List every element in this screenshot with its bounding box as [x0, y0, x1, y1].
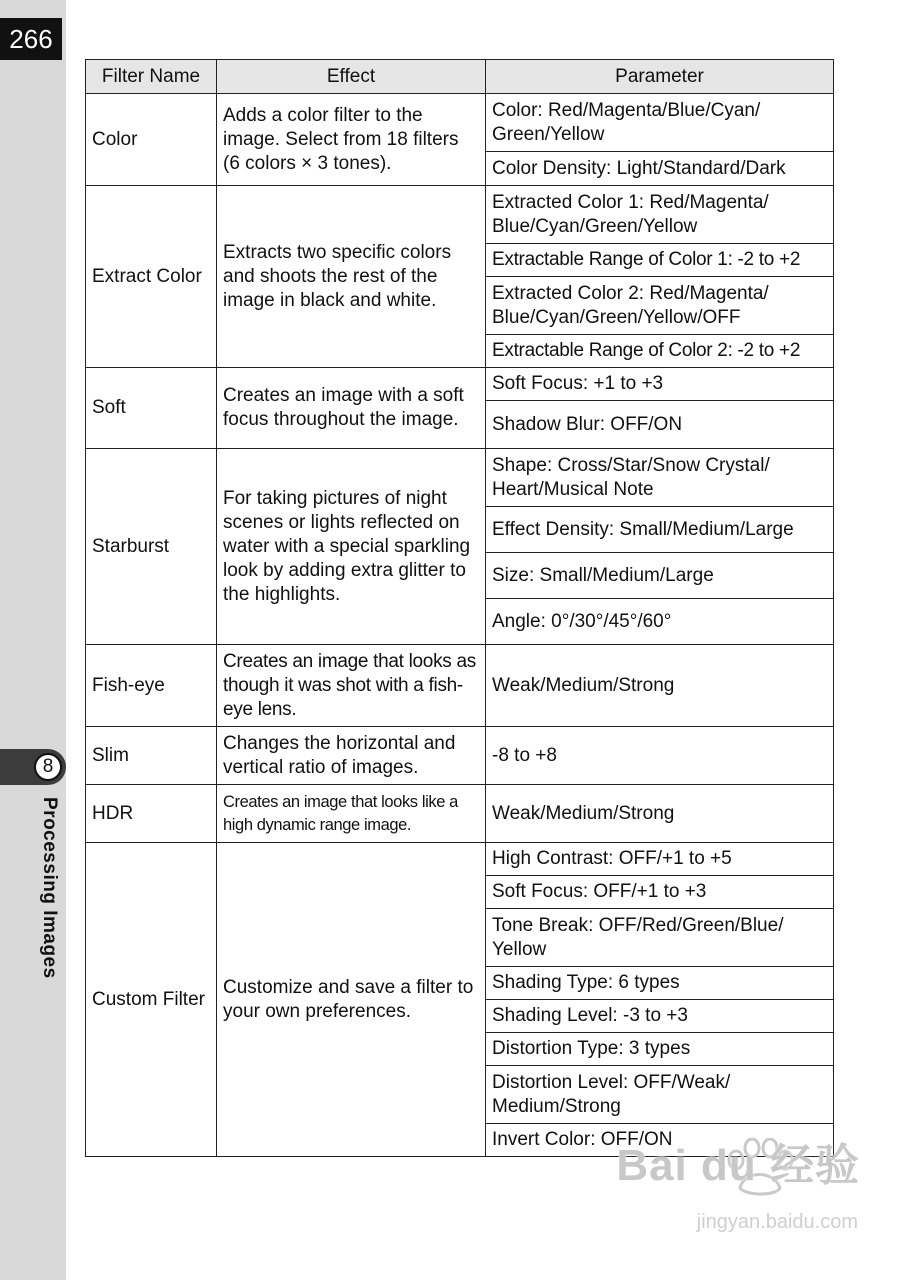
filter-effect-slim: Changes the horizontal and vertical ratio of images. — [217, 727, 486, 785]
parameter-cell: Extractable Range of Color 1: -2 to +2 — [486, 244, 834, 277]
parameter-cell: Color Density: Light/Standard/Dark — [486, 152, 834, 186]
filter-name-starburst: Starburst — [86, 449, 217, 645]
parameter-cell: Size: Small/Medium/Large — [486, 553, 834, 599]
header-filter-name: Filter Name — [86, 60, 217, 94]
parameter-cell: Extractable Range of Color 2: -2 to +2 — [486, 335, 834, 368]
filter-effect-extract-color: Extracts two specific colors and shoots the rest of the image in black and white. — [217, 186, 486, 368]
parameter-cell: Weak/Medium/Strong — [486, 645, 834, 727]
filter-effect-fish-eye: Creates an image that looks as though it was shot with a fish-eye lens. — [217, 645, 486, 727]
page-number: 266 — [0, 18, 62, 60]
filter-effect-hdr: Creates an image that looks like a high dynamic range image. — [217, 785, 486, 843]
parameter-cell: Distortion Level: OFF/Weak/ Medium/Strong — [486, 1066, 834, 1124]
parameter-cell: Soft Focus: +1 to +3 — [486, 368, 834, 401]
table-row — [86, 843, 834, 876]
filter-effect-soft: Creates an image with a soft focus throughout the image. — [217, 368, 486, 449]
parameter-cell: Extracted Color 1: Red/Magenta/ Blue/Cyan/Green/Yellow — [486, 186, 834, 244]
parameter-cell: Extracted Color 2: Red/Magenta/ Blue/Cyan/Green/Yellow/OFF — [486, 277, 834, 335]
filter-name-hdr: HDR — [86, 785, 217, 843]
filter-effect-custom-filter: Customize and save a filter to your own preferences. — [217, 843, 486, 1157]
parameter-cell: Tone Break: OFF/Red/Green/Blue/ Yellow — [486, 909, 834, 967]
table-row — [86, 449, 834, 507]
parameter-cell: Invert Color: OFF/ON — [486, 1124, 834, 1157]
table-row — [86, 94, 834, 152]
filter-name-custom-filter: Custom Filter — [86, 843, 217, 1157]
parameter-cell: Distortion Type: 3 types — [486, 1033, 834, 1066]
parameter-cell: Angle: 0°/30°/45°/60° — [486, 599, 834, 645]
filter-name-extract-color: Extract Color — [86, 186, 217, 368]
filter-name-fish-eye: Fish-eye — [86, 645, 217, 727]
chapter-title: Processing Images — [39, 797, 60, 979]
parameter-cell: Effect Density: Small/Medium/Large — [486, 507, 834, 553]
parameter-cell: Shading Level: -3 to +3 — [486, 1000, 834, 1033]
watermark-url: jingyan.baidu.com — [696, 1211, 858, 1233]
parameter-cell: Color: Red/Magenta/Blue/Cyan/ Green/Yellow — [486, 94, 834, 152]
table-row — [86, 727, 834, 785]
filter-effect-starburst: For taking pictures of night scenes or lights reflected on water with a special sparkling look by adding extra glitter to the highlights. — [217, 449, 486, 645]
filter-table — [85, 59, 834, 1157]
header-parameter: Parameter — [486, 60, 834, 94]
table-row — [86, 368, 834, 401]
chapter-number-badge: 8 — [34, 753, 62, 781]
parameter-cell: Shading Type: 6 types — [486, 967, 834, 1000]
filter-name-slim: Slim — [86, 727, 217, 785]
parameter-cell: Shape: Cross/Star/Snow Crystal/ Heart/Musical Note — [486, 449, 834, 507]
filter-effect-color: Adds a color filter to the image. Select from 18 filters (6 colors × 3 tones). — [217, 94, 486, 186]
table-row — [86, 645, 834, 727]
parameter-cell: -8 to +8 — [486, 727, 834, 785]
parameter-cell: Shadow Blur: OFF/ON — [486, 401, 834, 449]
parameter-cell: Weak/Medium/Strong — [486, 785, 834, 843]
parameter-cell: Soft Focus: OFF/+1 to +3 — [486, 876, 834, 909]
watermark-brand: Bai du 经验 — [616, 1141, 860, 1190]
parameter-cell: High Contrast: OFF/+1 to +5 — [486, 843, 834, 876]
table-row — [86, 186, 834, 244]
header-effect: Effect — [217, 60, 486, 94]
table-header-row — [86, 60, 834, 94]
side-margin-strip — [0, 0, 66, 1280]
filter-name-soft: Soft — [86, 368, 217, 449]
table-row — [86, 785, 834, 843]
filter-name-color: Color — [86, 94, 217, 186]
